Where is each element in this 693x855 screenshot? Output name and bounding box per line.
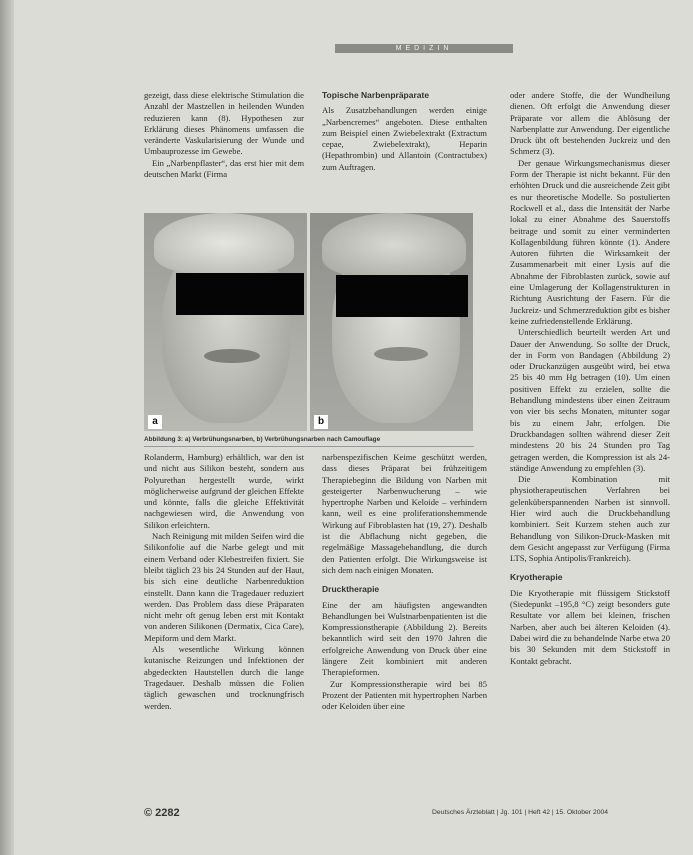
column-2-bottom <box>322 452 487 713</box>
photo-a <box>144 213 307 431</box>
column-1-top <box>144 90 304 180</box>
photo-b <box>310 213 473 431</box>
paragraph: Ein „Narbenpflaster“, das erst hier mit dem deutschen Markt (Firma <box>144 157 304 180</box>
figure-label-a: a <box>148 415 162 429</box>
section-heading: Drucktherapie <box>322 584 380 595</box>
section-header: MEDIZIN <box>335 44 513 53</box>
journal-footer: Deutsches Ärzteblatt | Jg. 101 | Heft 42 | 15. Oktober 2004 <box>432 809 609 816</box>
section-heading: Kryotherapie <box>510 572 563 583</box>
paragraph: Der genaue Wirkungsmechanismus dieser Form der Therapie ist nicht bekannt. Für den erhöhten Druck und die ausreichende Zeit gibt es nur theoretische Modelle. So postulierten Rockwell et al., dass die Intensität der Narbe lokal zu einer Abnahme des Sauerstoffs beitrage und somit zu einer verminderten Kollagenbildung führen könnte (1). Andere Autoren führten die Wirksamkeit der Zusammenarbeit mit einer Lysis auf die Abnahme der Fibroblasten zurück, sowie auf eine Umlagerung der Kollagenstrukturen in Richtung Ausrichtung der Fasern. Für die Juckreiz- und Schmerzreduktion gibt es bisher keine zufriedenstellende Erklärung. <box>510 157 670 326</box>
hair-image <box>154 213 294 273</box>
caption-divider <box>144 446 474 447</box>
paragraph: Als Zusatzbehandlungen werden einige „Narbencremes“ angeboten. Diese enthalten zum Beispiel einen Zwiebelextrakt (Extractum cepae, Zwiebelextrakt), Heparin (Hepathrombin) und Allantoin (Contractubex) zum Auftragen. <box>322 105 487 172</box>
section-heading: Topische Narbenpräparate <box>322 90 430 100</box>
scan-edge-shadow <box>0 0 14 855</box>
paragraph: Als wesentliche Wirkung können kutanische Reizungen und Infektionen der abgedeckten Hautstellen durch die lange Tragedauer. Deshalb müssen die Folien täglich gewaschen und trocknungfrisch werden. <box>144 644 304 711</box>
column-1-bottom <box>144 452 304 712</box>
page-number-value: 2282 <box>155 807 180 819</box>
eye-censor-bar <box>336 275 468 317</box>
paragraph: Zur Kompressionstherapie wird bei 85 Prozent der Patienten mit hypertrophen Narben oder Keloiden über eine <box>322 678 487 712</box>
paragraph: Nach Reinigung mit milden Seifen wird die Silikonfolie auf die Narbe gelegt und mit einem Verband oder Klebestreifen fixiert. Sie bleibt täglich 23 bis 24 Stunden auf der Haut, bis sich eine deutliche Narbenreduktion einstellt. Dann kann die Tragedauer reduziert werden. Das Problem dass diese Präparaten nicht mehr oft genug leben erst mit Kontakt von anderen Silikonen (Dermatix, Cica Care), Mepiform und dem Markt. <box>144 531 304 643</box>
mouth-image <box>204 349 260 363</box>
column-2-top <box>322 90 487 173</box>
figure-caption: Abbildung 3: a) Verbrühungsnarben, b) Verbrühungsnarben nach Camouflage <box>144 436 381 443</box>
paragraph: oder andere Stoffe, die der Wundheilung dienen. Oft erfolgt die Anwendung dieser Präparate vor allem die Ablösung der Narbenplatte zur Anwendung. Der eigentliche Druck übt oft bestehenden Juckreiz und den Schmerz (3). <box>510 90 670 157</box>
page-number: © 2282 <box>144 807 180 819</box>
paragraph: Rolanderm, Hamburg) erhältlich, war den ist und nicht aus Silikon besteht, sondern aus Polyurethan hergestellt wurde, wirkt möglicherweise aufgrund der gleichen Effekte und könnte, falls die gleiche Effektivität nachgewiesen wird, die Anwendung von Silikon erleichtern. <box>144 452 304 530</box>
mouth-image <box>374 347 428 361</box>
paragraph: Eine der am häufigsten angewandten Behandlungen bei Wulstnarbenpatienten ist die Kompressionstherapie (Abbildung 2). Bereits bekanntlich wird seit den 1970 Jahren die erfolgreiche Anwendung von Druck über eine längere Zeit kombiniert mit anderen Therapieformen. <box>322 599 487 678</box>
column-3 <box>510 90 670 667</box>
hair-image <box>322 213 466 277</box>
paragraph: Die Kombination mit physiotherapeutischen Verfahren bei gelenküberspannenden Narben ist sinnvoll. Hier wird auch die Druckbehandlung kombiniert. Seit Kurzem stehen auch zur Behandlung von Silikon-Druck-Masken mit dem Gesicht angepasst zur Verfügung (Firma LTS, Sophia Antipolis/Frankreich). <box>510 474 670 564</box>
paragraph: narbenspezifischen Keime geschützt werden, dass dieses Präparat bei frühzeitigem Therapiebeginn die Bildung von Narben mit gesteigerter Narbenwucherung – wie hypertrophe Narben und Keloide – verhindern kann, weil es eine proliferationshemmende Wirkung auf Fibroblasten hat (19, 27). Deshalb ist die Abflachung nicht gegeben, die regelmäßige Massagebehandlung, die durch den Patienten erfolgt. Die Wirkungsweise ist sich dem nach einigen Monaten. <box>322 452 487 575</box>
figure-label-b: b <box>314 415 328 429</box>
paragraph: gezeigt, dass diese elektrische Stimulation die Anzahl der Mastzellen in heilenden Wunden reduzieren kann (8). Hypothesen zur Erklärung dieses Phänomens umfassen die veränderte Vaskularisierung der Wunde und Umbauprozesse im Gewebe. <box>144 90 304 157</box>
paragraph: Unterschiedlich beurteilt werden Art und Dauer der Anwendung. So sollte der Druck, der in Form von Bandagen (Abbildung 2) oder Druckanzügen ausgeübt wird, bei etwa 25 bis 40 mm Hg betragen (10). Um einen positiven Effekt zu erzielen, sollte die Behandlung mindestens über einen Zeitraum von vier bis sechs Monaten, mitunter sogar bis zu einem Jahr, erfolgen. Die Druckbandagen sollten während dieser Zeit mindestens 20 bis 24 Stunden pro Tag getragen werden, die Kompression ist als 24-ständige Anwendung zu empfehlen (3). <box>510 327 670 473</box>
eye-censor-bar <box>176 273 304 315</box>
paragraph: Die Kryotherapie mit flüssigem Stickstoff (Siedepunkt –195,8 °C) zeigt besonders gute Resultate vor allem bei kleinen, frischen Narben, aber auch bei älteren Keloiden (4). Dabei wird die zu behandelnde Narbe etwa 20 bis 30 Sekunden mit dem Stickstoff in Kontakt gebracht. <box>510 587 670 666</box>
